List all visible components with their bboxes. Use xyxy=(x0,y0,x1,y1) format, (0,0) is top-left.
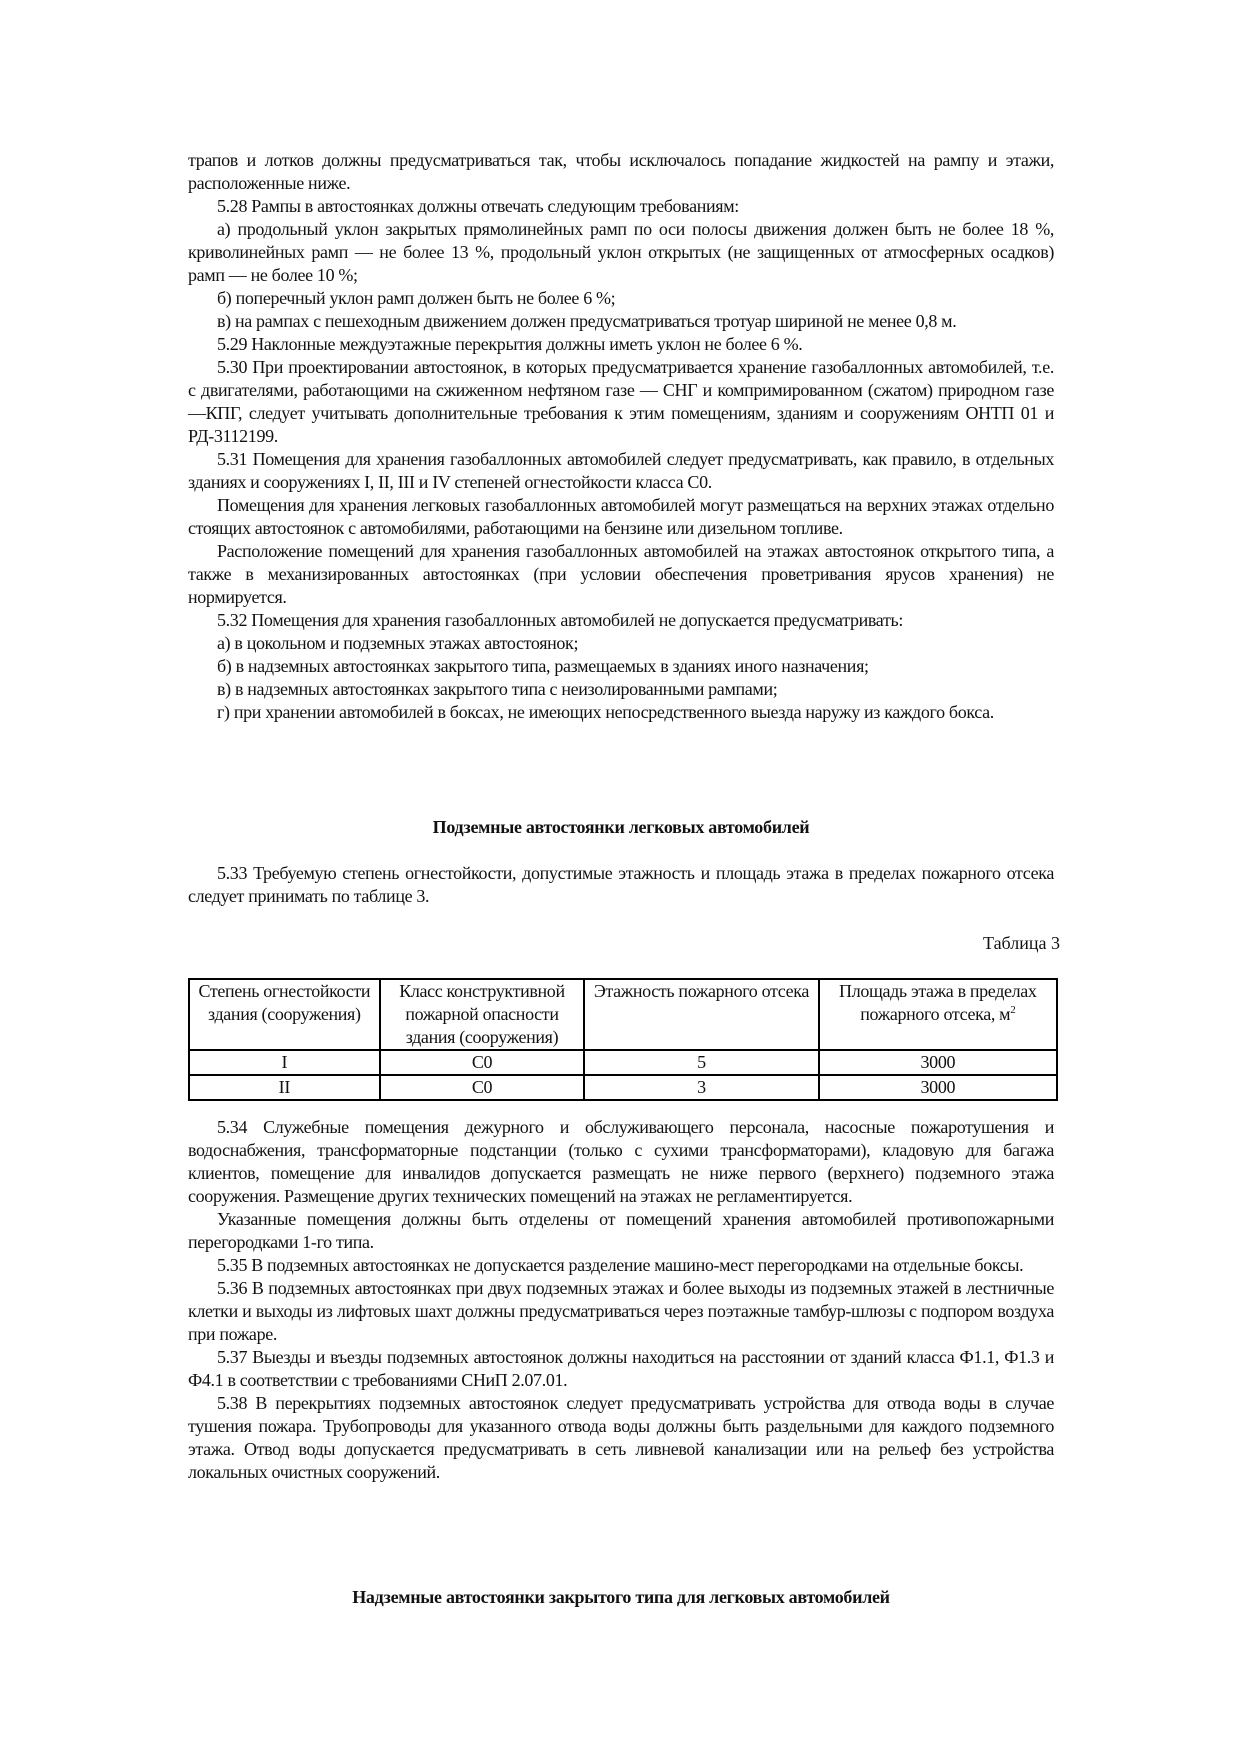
paragraph: 5.29 Наклонные междуэтажные перекрытия должны иметь уклон не более 6 %. xyxy=(217,334,803,354)
table-cell: С0 xyxy=(380,1050,585,1075)
table-cell: С0 xyxy=(380,1075,585,1100)
paragraph: 5.36 В подземных автостоянках при двух подземных этажах и более выходы из подземных этажей в лестничные клетки и выходы из лифтовых шахт должны предусматриваться через поэтажные тамбур-шлюзы с подпором воздуха при пожаре. xyxy=(188,1278,1054,1344)
table-cell: II xyxy=(189,1075,380,1100)
paragraph: г) при хранении автомобилей в боксах, не имеющих непосредственного выезда наружу из каждого бокса. xyxy=(217,702,994,722)
table-cell: 5 xyxy=(584,1050,818,1075)
paragraph: 5.37 Выезды и въезды подземных автостоянок должны находиться на расстоянии от зданий класса Ф1.1, Ф1.3 и Ф4.1 в соответствии с требованиями СНиП 2.07.01. xyxy=(188,1347,1054,1390)
paragraph: Помещения для хранения легковых газобаллонных автомобилей могут размещаться на верхних этажах отдельно стоящих автостоянок с автомобилями, работающими на бензине или дизельном топливе. xyxy=(188,495,1054,538)
paragraph: б) в надземных автостоянках закрытого типа, размещаемых в зданиях иного назначения; xyxy=(217,656,869,676)
table-header xyxy=(819,979,1057,1050)
table-header: Степень огнестойкости здания (сооружения) xyxy=(189,979,380,1050)
paragraph: 5.28 Рампы в автостоянках должны отвечать следующим требованиям: xyxy=(217,196,739,216)
paragraph: 5.33 Требуемую степень огнестойкости, допустимые этажность и площадь этажа в пределах пожарного отсека следует принимать по таблице 3. xyxy=(188,863,1054,906)
paragraph: 5.30 При проектировании автостоянок, в которых предусматривается хранение газобаллонных автомобилей, т.е. с двигателями, работающими на сжиженном нефтяном газе — СНГ и компримированном (сжатом) природном газе—КПГ, следует учитывать дополнительные требования к этим помещениям, зданиям и сооружениям ОНТП 01 и РД-3112199. xyxy=(188,357,1054,446)
text-block-533 xyxy=(188,862,1054,908)
table-header: Класс конструктивной пожарной опасности здания (сооружения) xyxy=(380,979,585,1050)
paragraph: трапов и лотков должны предусматриваться так, чтобы исключалось попадание жидкостей на рампу и этажи, расположенные ниже. xyxy=(188,150,1054,193)
table-cell: 3000 xyxy=(819,1075,1057,1100)
paragraph: в) на рампах с пешеходным движением должен предусматриваться тротуар шириной не менее 0,8 м. xyxy=(217,311,957,331)
paragraph: 5.31 Помещения для хранения газобаллонных автомобилей следует предусматривать, как правило, в отдельных зданиях и сооружениях I, II, III и IV степеней огнестойкости класса С0. xyxy=(188,449,1054,492)
table-cell: 3000 xyxy=(819,1050,1057,1075)
table-row xyxy=(189,1050,1057,1075)
section-heading: Подземные автостоянки легковых автомобилей xyxy=(432,817,810,837)
paragraph: Расположение помещений для хранения газобаллонных автомобилей на этажах автостоянок открытого типа, а также в механизированных автостоянках (при условии обеспечения проветривания ярусов хранения) не нормируется. xyxy=(188,541,1054,607)
text-block-2 xyxy=(188,1116,1054,1484)
paragraph: а) в цокольном и подземных этажах автостоянок; xyxy=(217,633,579,653)
paragraph: 5.38 В перекрытиях подземных автостоянок следует предусматривать устройства для отвода воды в случае тушения пожара. Трубопроводы для указанного отвода воды должны быть раздельными для каждого подземного этажа. Отвод воды допускается предусматривать в сеть ливневой канализации или на рельеф без устройства локальных очистных сооружений. xyxy=(188,1393,1054,1482)
paragraph: 5.35 В подземных автостоянках не допускается разделение машино-мест перегородками на отдельные боксы. xyxy=(217,1255,1024,1275)
table-header-row xyxy=(189,979,1057,1050)
section-heading: Надземные автостоянки закрытого типа для легковых автомобилей xyxy=(352,1587,890,1607)
paragraph: в) в надземных автостоянках закрытого типа с неизолированными рампами; xyxy=(217,679,778,699)
table-cell: I xyxy=(189,1050,380,1075)
superscript: 2 xyxy=(1010,1004,1016,1016)
paragraph: 5.32 Помещения для хранения газобаллонных автомобилей не допускается предусматривать: xyxy=(217,610,903,630)
header-text: Площадь этажа в пределах пожарного отсека, м xyxy=(839,981,1037,1024)
table-3 xyxy=(188,978,1058,1101)
paragraph: 5.34 Служебные помещения дежурного и обслуживающего персонала, насосные пожаротушения и водоснабжения, трансформаторные подстанции (только с сухими трансформаторами), кладовую для багажа клиентов, помещение для инвалидов допускается размещать не ниже первого (верхнего) подземного этажа сооружения. Размещение других технических помещений на этажах не регламентируется. xyxy=(188,1117,1054,1206)
table-cell: 3 xyxy=(584,1075,818,1100)
paragraph: а) продольный уклон закрытых прямолинейных рамп по оси полосы движения должен быть не более 18 %, криволинейных рамп — не более 13 %, продольный уклон открытых (не защищенных от атмосферных осадков) рамп — не более 10 %; xyxy=(188,219,1054,285)
table-caption: Таблица 3 xyxy=(983,933,1060,953)
text-block-1 xyxy=(188,149,1054,724)
table-header: Этажность пожарного отсека xyxy=(584,979,818,1050)
paragraph: Указанные помещения должны быть отделены от помещений хранения автомобилей противопожарными перегородками 1-го типа. xyxy=(188,1209,1054,1252)
paragraph: б) поперечный уклон рамп должен быть не более 6 %; xyxy=(217,288,616,308)
table-row xyxy=(189,1075,1057,1100)
